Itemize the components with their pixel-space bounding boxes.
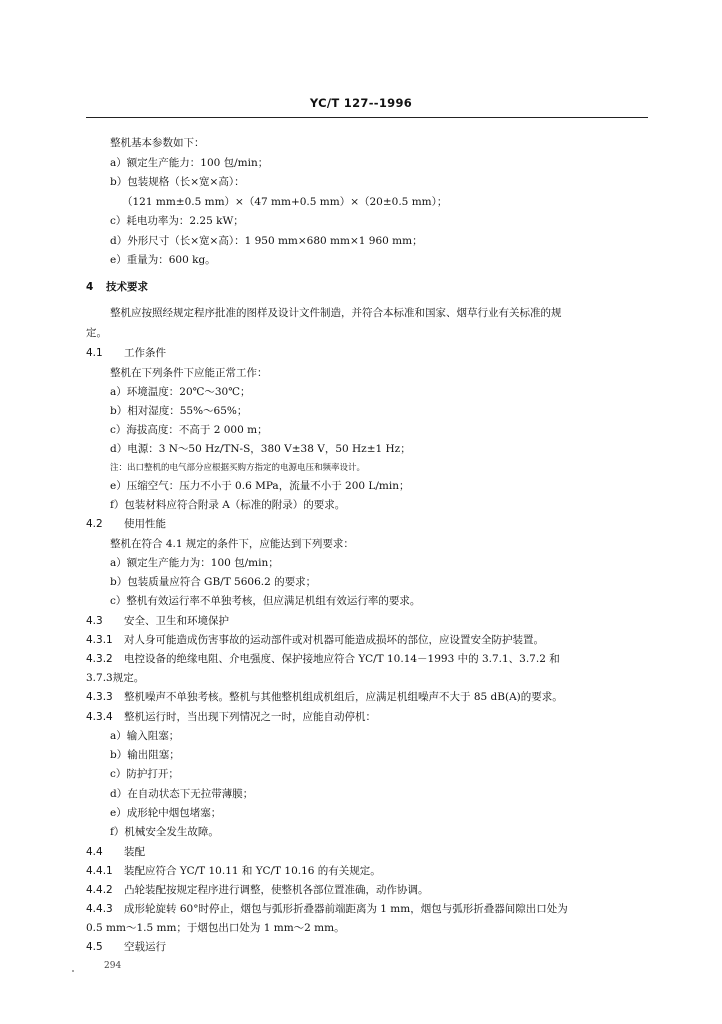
list-item: a）环境温度：20℃～30℃； [110, 386, 251, 398]
clause-line: 4.3.4 整机运行时，当出现下列情况之一时，应能自动停机： [86, 711, 376, 723]
list-item: b）输出阻塞； [110, 749, 180, 761]
text-line: 整机在下列条件下应能正常工作： [110, 367, 268, 379]
clause-line: 4.4.2 凸轮装配按规定程序进行调整，使整机各部位置准确，动作协调。 [86, 884, 429, 896]
list-item: c）防护打开； [110, 768, 179, 780]
list-item: d）在自动状态下无拉带薄膜； [110, 788, 254, 800]
paragraph-line: 整机应按照经规定程序批准的图样及设计文件制造，并符合本标准和国家、烟草行业有关标准的规 [110, 307, 562, 319]
list-item: f）包装材料应符合附录 A（标准的附录）的要求。 [110, 499, 346, 511]
list-item: a）输入阻塞； [110, 730, 180, 742]
clause-line: 4.3.3 整机噪声不单独考核。整机与其他整机组成机组后，应满足机组噪声不大于 85 dB(A)的要求。 [86, 691, 563, 703]
clause-heading: 4.5 空载运行 [86, 941, 166, 953]
text-line: 整机基本参数如下： [110, 137, 205, 149]
paragraph-line: 定。 [86, 327, 107, 339]
list-item: b）包装规格（长×宽×高）： [110, 176, 245, 188]
list-item: e）重量为：600 kg。 [110, 254, 216, 266]
list-item: b）相对湿度：55%～65%； [110, 405, 248, 417]
list-item: e）成形轮中烟包堵塞； [110, 807, 222, 819]
scan-speck [72, 970, 74, 972]
list-item: c）整机有效运行率不单独考核，但应满足机组有效运行率的要求。 [110, 595, 421, 607]
clause-line: 4.3.1 对人身可能造成伤害事故的运动部件或对机器可能造成损坏的部位，应设置安全防护装置。 [86, 634, 544, 646]
list-item-continuation: （121 mm±0.5 mm）×（47 mm+0.5 mm）×（20±0.5 mm）； [122, 196, 448, 208]
list-item: c）海拔高度：不高于 2 000 m； [110, 424, 268, 436]
list-item: d）外形尺寸（长×宽×高）：1 950 mm×680 mm×1 960 mm； [110, 235, 423, 247]
page-number: 294 [104, 961, 122, 971]
list-item: b）包装质量应符合 GB/T 5606.2 的要求； [110, 576, 317, 588]
clause-line: 4.4.1 装配应符合 YC/T 10.11 和 YC/T 10.16 的有关规定。 [86, 865, 381, 877]
clause-line: 4.3.2 电控设备的绝缘电阻、介电强度、保护接地应符合 YC/T 10.14－1993 中的 3.7.1、3.7.2 和 [86, 653, 560, 665]
clause-continuation: 3.7.3规定。 [86, 672, 145, 684]
clause-line: 4.4.3 成形轮旋转 60°时停止，烟包与弧形折叠器前端距离为 1 mm，烟包与弧形折叠器间隙出口处为 [86, 903, 568, 915]
page-header: YC/T 127--1996 [309, 96, 413, 110]
clause-heading: 4.4 装配 [86, 846, 145, 858]
list-item: f）机械安全发生故障。 [110, 826, 219, 838]
text-line: 整机在符合 4.1 规定的条件下，应能达到下列要求： [110, 538, 354, 550]
clause-continuation: 0.5 mm～1.5 mm；于烟包出口处为 1 mm～2 mm。 [86, 922, 345, 934]
note-line: 注：出口整机的电气部分应根据买购方指定的电源电压和频率设计。 [110, 463, 366, 473]
section-heading: 4 技术要求 [86, 281, 148, 293]
list-item: c）耗电功率为：2.25 kW； [110, 215, 244, 227]
clause-heading: 4.3 安全、卫生和环境保护 [86, 615, 229, 627]
list-item: e）压缩空气：压力不小于 0.6 MPa，流量不小于 200 L/min； [110, 480, 410, 492]
list-item: a）额定生产能力：100 包/min； [110, 157, 269, 169]
clause-heading: 4.2 使用性能 [86, 518, 166, 530]
header-rule [86, 117, 648, 118]
list-item: a）额定生产能力为：100 包/min； [110, 557, 279, 569]
clause-heading: 4.1 工作条件 [86, 347, 166, 359]
list-item: d）电源：3 N～50 Hz/TN-S，380 V±38 V，50 Hz±1 Hz； [110, 443, 411, 455]
